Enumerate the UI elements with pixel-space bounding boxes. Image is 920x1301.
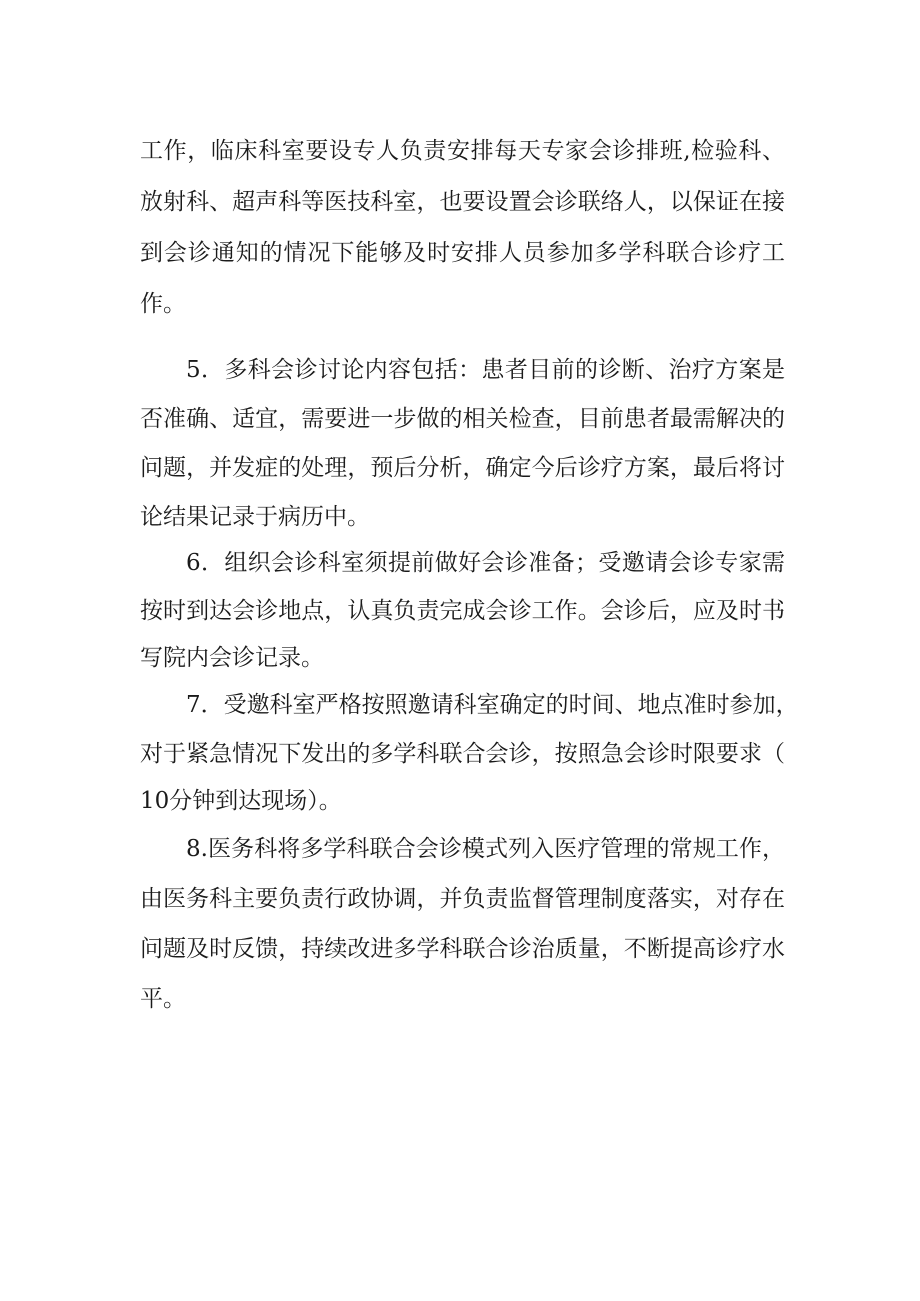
paragraph-6-line: 6．组织会诊科室须提前做好会诊准备；受邀请会诊专家需 [186,550,785,576]
paragraph-6-line: 按时到达会诊地点，认真负责完成会诊工作。会诊后，应及时书 [140,598,785,624]
paragraph-7-line: 10分钟到达现场）。 [140,788,342,814]
paragraph-8-line: 问题及时反馈，持续改进多学科联合诊治质量，不断提高诊疗水 [140,936,785,962]
paragraph-7-line: 7．受邀科室严格按照邀请科室确定的时间、地点准时参加， [186,692,799,718]
paragraph-5-line: 问题，并发症的处理，预后分析，确定今后诊疗方案，最后将讨 [140,455,785,481]
paragraph-8-line: 8.医务科将多学科联合会诊模式列入医疗管理的常规工作， [186,836,785,862]
paragraph-line: 工作，临床科室要设专人负责安排每天专家会诊排班,检验科、 [140,138,785,164]
paragraph-7-line: 对于紧急情况下发出的多学科联合会诊，按照急会诊时限要求（ [140,741,785,767]
paragraph-5-line: 否准确、适宜，需要进一步做的相关检查，目前患者最需解决的 [140,406,785,432]
paragraph-8-line: 平。 [140,986,186,1012]
paragraph-line: 作。 [140,291,186,317]
paragraph-5-line: 论结果记录于病历中。 [140,504,370,530]
paragraph-line: 到会诊通知的情况下能够及时安排人员参加多学科联合诊疗工 [140,240,785,266]
paragraph-5-line: 5．多科会诊讨论内容包括：患者目前的诊断、治疗方案是 [186,357,785,383]
paragraph-line: 放射科、超声科等医技科室，也要设置会诊联络人，以保证在接 [140,189,785,215]
paragraph-6-line: 写院内会诊记录。 [140,645,324,671]
paragraph-8-line: 由医务科主要负责行政协调，并负责监督管理制度落实，对存在 [140,886,785,912]
